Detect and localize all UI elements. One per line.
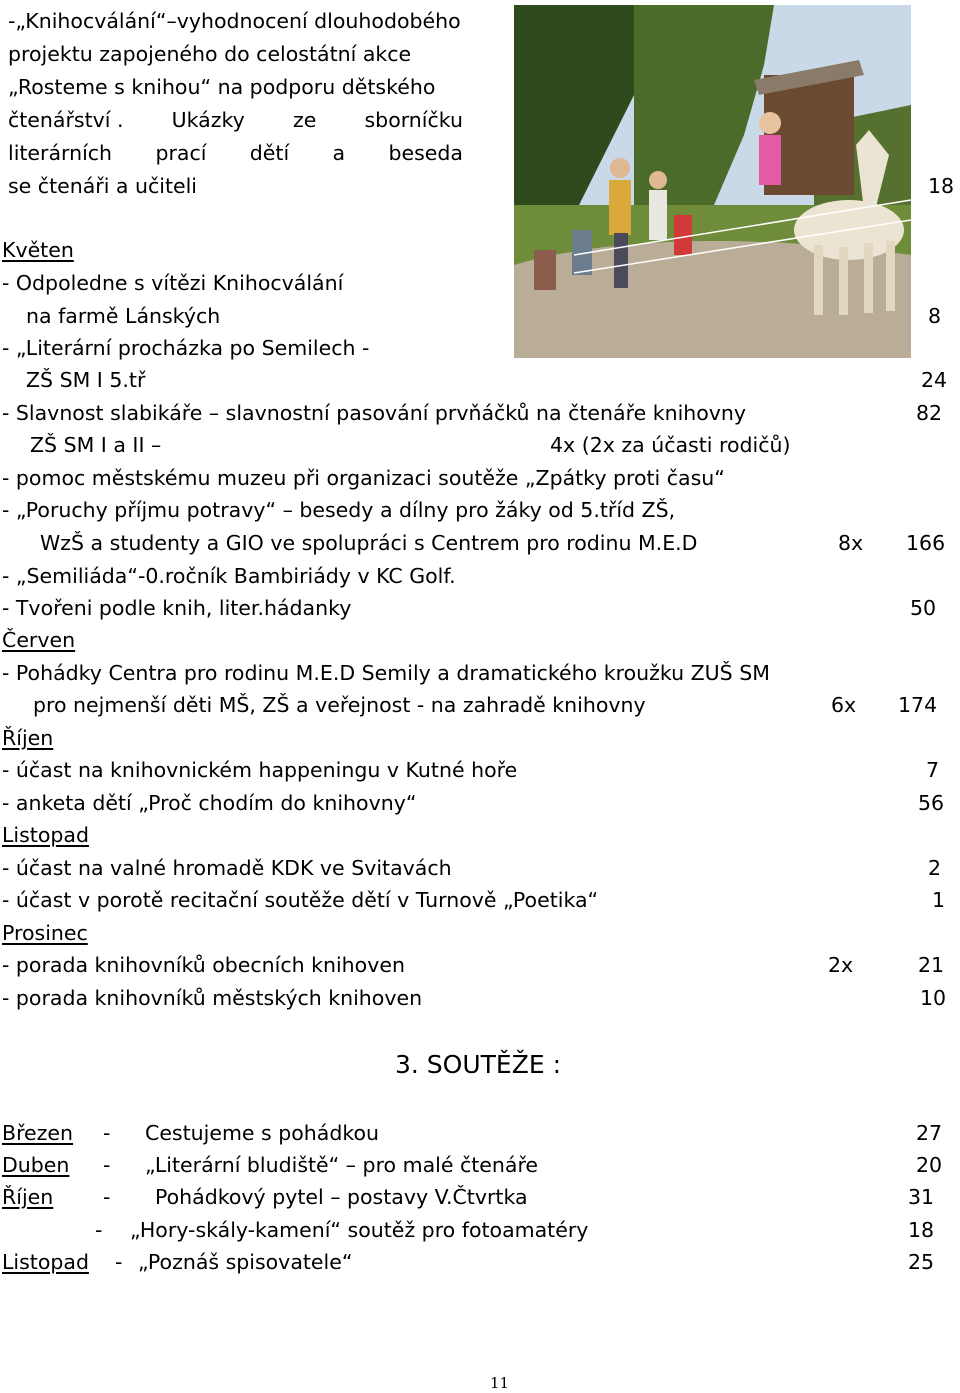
intro-word: dětí xyxy=(249,141,290,165)
october-item-2-count: 56 xyxy=(918,791,945,815)
contest-count: 18 xyxy=(908,1218,935,1242)
intro-word: literárních xyxy=(8,141,113,165)
contest-count: 20 xyxy=(916,1153,943,1177)
contest-name: „Poznáš spisovatele“ xyxy=(138,1250,353,1274)
december-item-1-times: 2x xyxy=(828,953,854,977)
contest-count: 27 xyxy=(916,1121,943,1145)
may-item-5a: - „Poruchy příjmu potravy“ – besedy a dílny pro žáky od 5.tříd ZŠ, xyxy=(2,498,676,522)
month-heading-june: Červen xyxy=(2,628,76,652)
horse-riding-photo xyxy=(514,5,911,358)
october-item-2: - anketa dětí „Proč chodím do knihovny“ xyxy=(2,791,417,815)
may-item-2a: - „Literární procházka po Semilech - xyxy=(2,336,370,360)
contest-count: 25 xyxy=(908,1250,935,1274)
month-heading-may: Květen xyxy=(2,238,74,262)
intro-word: čtenářství . xyxy=(8,108,124,132)
month-heading-december: Prosinec xyxy=(2,921,88,945)
contest-month: Listopad xyxy=(2,1250,89,1274)
contest-name: Cestujeme s pohádkou xyxy=(145,1121,380,1145)
contest-name: Pohádkový pytel – postavy V.Čtvrtka xyxy=(155,1185,528,1209)
june-item-1-times: 6x xyxy=(831,693,857,717)
may-item-4: - pomoc městskému muzeu při organizaci soutěže „Zpátky proti času“ xyxy=(2,466,725,490)
contest-month: Říjen xyxy=(2,1185,54,1209)
may-item-2-count: 24 xyxy=(921,368,948,392)
intro-line-6: se čtenáři a učiteli xyxy=(8,174,198,198)
contest-dash: - xyxy=(115,1250,123,1274)
intro-word: beseda xyxy=(388,141,463,165)
contest-dash: - xyxy=(103,1121,111,1145)
may-item-5-times: 8x xyxy=(838,531,864,555)
intro-word: a xyxy=(332,141,346,165)
intro-line-4 xyxy=(8,107,463,133)
october-item-1-count: 7 xyxy=(926,758,940,782)
may-item-1b: na farmě Lánských xyxy=(26,304,221,328)
december-item-1-count: 21 xyxy=(918,953,945,977)
november-item-1-count: 2 xyxy=(928,856,942,880)
contest-month: Duben xyxy=(2,1153,70,1177)
contest-dash: - xyxy=(95,1218,103,1242)
intro-line-3: „Rosteme s knihou“ na podporu dětského xyxy=(8,75,436,99)
contest-name: „Literární bludiště“ – pro malé čtenáře xyxy=(145,1153,539,1177)
intro-line-5 xyxy=(8,140,463,166)
contest-month: Březen xyxy=(2,1121,74,1145)
month-heading-october: Říjen xyxy=(2,726,54,750)
page-number: 11 xyxy=(490,1374,510,1392)
december-item-2-count: 10 xyxy=(920,986,947,1010)
intro-word: ze xyxy=(292,108,317,132)
may-item-1-count: 8 xyxy=(928,304,942,328)
contest-dash: - xyxy=(103,1153,111,1177)
month-heading-november: Listopad xyxy=(2,823,89,847)
may-item-5b: WzŠ a studenty a GIO ve spolupráci s Centrem pro rodinu M.E.D xyxy=(40,531,698,555)
may-item-7: - Tvořeni podle knih, liter.hádanky xyxy=(2,596,352,620)
may-item-2b: ZŠ SM I 5.tř xyxy=(26,368,146,392)
section-3-title: 3. SOUTĚŽE : xyxy=(395,1050,562,1079)
december-item-2: - porada knihovníků městských knihoven xyxy=(2,986,423,1010)
november-item-2: - účast v porotě recitační soutěže dětí v Turnově „Poetika“ xyxy=(2,888,599,912)
may-item-3b: ZŠ SM I a II – xyxy=(30,433,162,457)
may-item-5-count: 166 xyxy=(906,531,946,555)
contest-count: 31 xyxy=(908,1185,935,1209)
intro-count: 18 xyxy=(928,174,955,198)
may-item-3c: 4x (2x za účasti rodičů) xyxy=(550,433,791,457)
june-item-1a: - Pohádky Centra pro rodinu M.E.D Semily a dramatického kroužku ZUŠ SM xyxy=(2,661,770,685)
may-item-7-count: 50 xyxy=(910,596,937,620)
contest-name: „Hory-skály-kamení“ soutěž pro fotoamatéry xyxy=(130,1218,589,1242)
october-item-1: - účast na knihovnickém happeningu v Kutné hoře xyxy=(2,758,518,782)
intro-word: sborníčku xyxy=(364,108,463,132)
june-item-1b: pro nejmenší děti MŠ, ZŠ a veřejnost - na zahradě knihovny xyxy=(33,693,646,717)
intro-line-2: projektu zapojeného do celostátní akce xyxy=(8,42,412,66)
june-item-1-count: 174 xyxy=(898,693,938,717)
intro-word: Ukázky xyxy=(171,108,245,132)
may-item-3a: - Slavnost slabikáře – slavnostní pasování prvňáčků na čtenáře knihovny xyxy=(2,401,747,425)
may-item-3-count: 82 xyxy=(916,401,943,425)
intro-word: prací xyxy=(155,141,207,165)
intro-line-1: -„Knihocválání“–vyhodnocení dlouhodobého xyxy=(8,9,461,33)
december-item-1: - porada knihovníků obecních knihoven xyxy=(2,953,405,977)
may-item-6: - „Semiliáda“-0.ročník Bambiriády v KC Golf. xyxy=(2,564,456,588)
november-item-1: - účast na valné hromadě KDK ve Svitavách xyxy=(2,856,452,880)
contest-dash: - xyxy=(103,1185,111,1209)
november-item-2-count: 1 xyxy=(932,888,946,912)
may-item-1a: - Odpoledne s vítězi Knihocválání xyxy=(2,271,344,295)
photo-illustration xyxy=(514,5,911,358)
